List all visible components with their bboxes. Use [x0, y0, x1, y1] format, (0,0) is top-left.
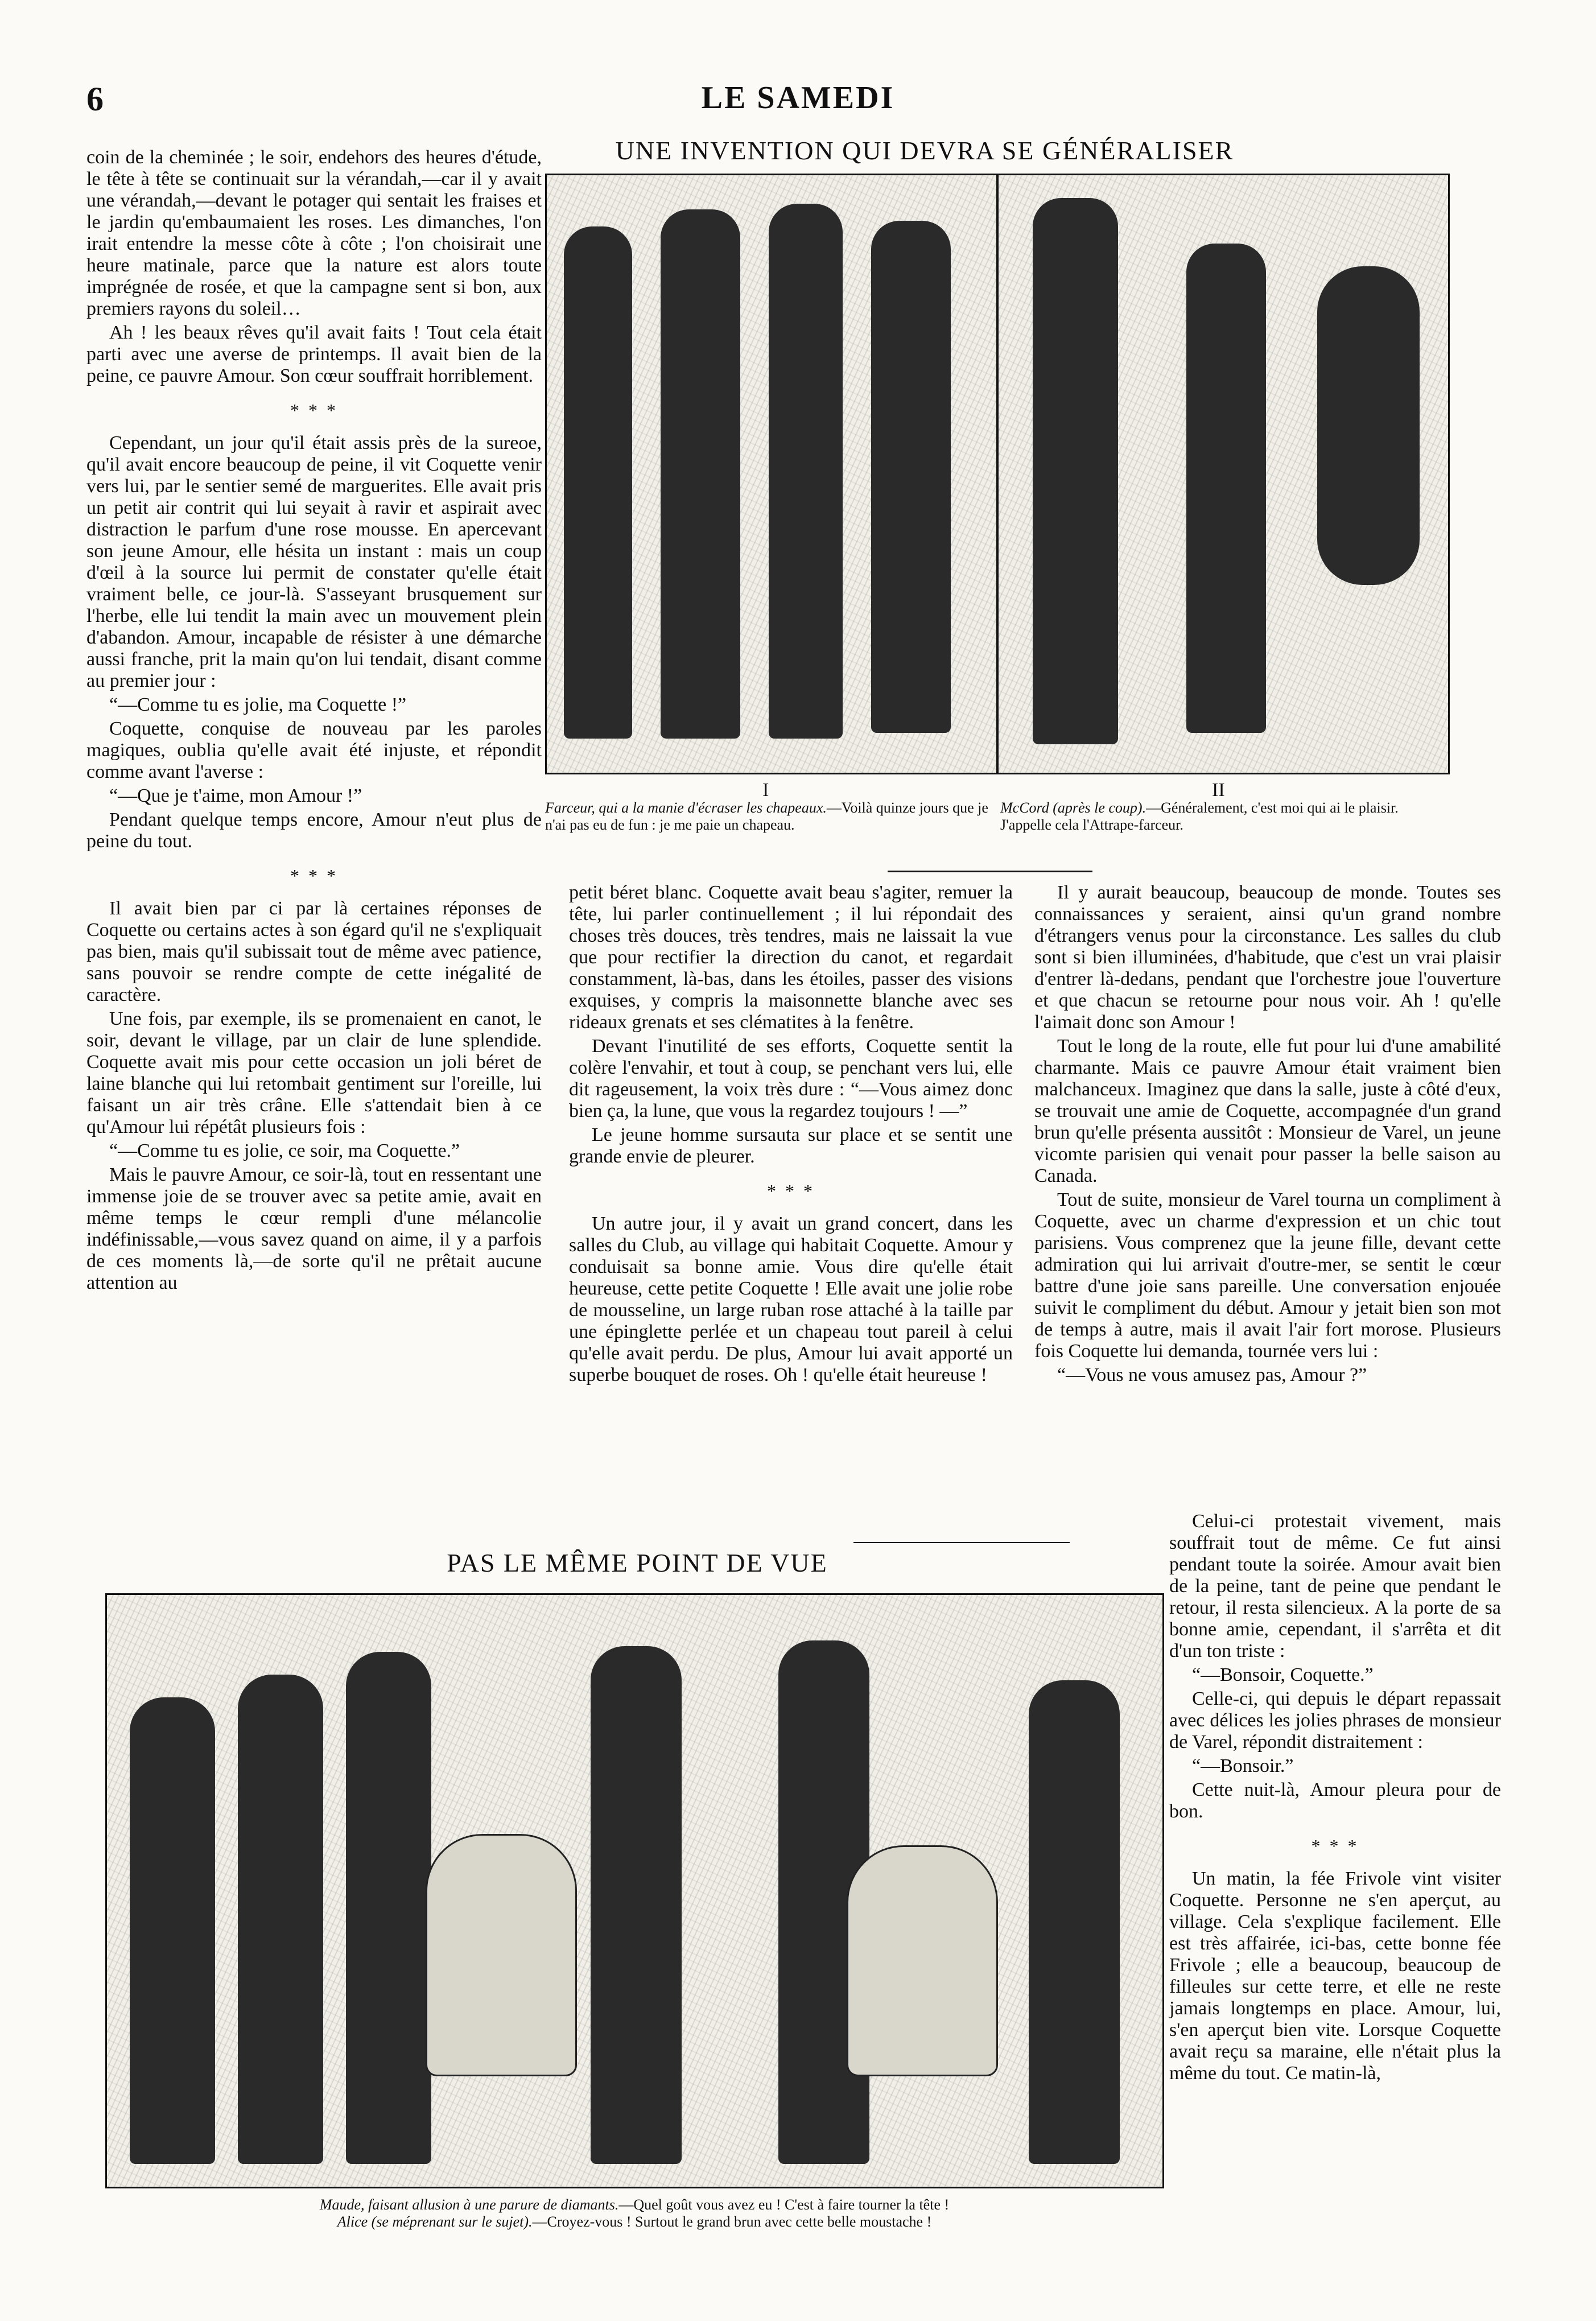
- paragraph: Pendant quelque temps encore, Amour n'eut plus de peine du tout.: [86, 809, 542, 852]
- panel-2-caption-text: —Généralement, c'est moi qui ai le plaisir. J'appelle cela l'Attrape-farceur.: [1000, 799, 1399, 833]
- illustration-bottom-caption: [105, 2196, 1164, 2231]
- paragraph: coin de la cheminée ; le soir, endehors des heures d'étude, le tête à tête se continuait sur la vérandah,—car il y avait une vérandah,—devant le potager qui sentait les fraises et le jardin qu'embaumaient les roses. Les dimanches, l'on irait entendre la messe côte à côte ; l'on choisirait une heure matinale, parce que la nature est alors toute imprégnée de rosée, et que la campagne sent si bon, aux premiers rayons du soleil…: [86, 147, 542, 319]
- panel-2-caption-speaker: McCord (après le coup).: [1000, 799, 1147, 816]
- paragraph: Celle-ci, qui depuis le départ repassait avec délices les jolies phrases de monsieur de Varel, répondit distraitement :: [1169, 1688, 1501, 1753]
- paragraph: “—Que je t'aime, mon Amour !”: [109, 785, 362, 806]
- paragraph: Mais le pauvre Amour, ce soir-là, tout en ressentant une immense joie de se trouver avec sa petite amie, avait en même temps le cœur rempli d'une mélancolie indéfinissable,—vous savez quand on aime, il y a parfois de ces moments là,—de sorte qu'il ne prêtait aucune attention au: [86, 1164, 542, 1293]
- paragraph: “—Comme tu es jolie, ma Coquette !”: [109, 694, 407, 715]
- panel-1-caption-text: —Voilà quinze jours que je n'ai pas eu de fun : je me paie un chapeau.: [545, 799, 988, 833]
- text-column-3: [1034, 882, 1501, 1388]
- illustration-top-panel-2: [997, 174, 1450, 774]
- figure-man-evening-dress: [591, 1646, 682, 2164]
- paragraph: Il y aurait beaucoup, beaucoup de monde. Toutes ses connaissances y seraient, ainsi qu'un grand nombre d'étrangers venus pour la circonstance. Les salles du club sont si bien illuminées, d'habitude, que c'est un vrai plaisir d'entrer là-dedans, pendant que l'orchestre joue l'ouverture et que chacun se retourne pour nous voir. Ah ! qu'elle l'aimait donc son Amour !: [1034, 882, 1501, 1033]
- paragraph: Coquette, conquise de nouveau par les paroles magiques, oublia qu'elle avait été injuste, et répondit comme avant l'averse :: [86, 718, 542, 782]
- separator-rule: [888, 871, 1092, 872]
- paragraph: “—Bonsoir, Coquette.”: [1192, 1664, 1374, 1685]
- paragraph: Cette nuit-là, Amour pleura pour de bon.: [1169, 1779, 1501, 1822]
- text-column-3-continued: [1169, 1511, 1501, 2087]
- paragraph: petit béret blanc. Coquette avait beau s'agiter, remuer la tête, lui parler continuellement ; il lui répondait des choses très douces, très tendres, mais ne laissait la vue que pour rectifier la direction du canot, et regardait constamment, là-bas, dans les étoiles, passer des visions exquises, y compris la maisonnette blanche avec ses rideaux grenats et ses clématites à la fenêtre.: [569, 882, 1013, 1033]
- panel-2-numeral: II: [1212, 780, 1225, 801]
- caption-line-2-text: —Croyez-vous ! Surtout le grand brun avec cette belle moustache !: [532, 2213, 932, 2230]
- illustration-bottom-title: PAS LE MÊME POINT DE VUE: [447, 1548, 828, 1577]
- figure-man-top-hat: [1033, 198, 1118, 744]
- page-number: 6: [86, 80, 104, 118]
- caption-line-2: [105, 2213, 1164, 2231]
- figure-man-leaping: [1317, 266, 1420, 585]
- paragraph: “—Bonsoir.”: [1192, 1755, 1294, 1776]
- caption-line-2-speaker: Alice (se méprenant sur le sujet).: [337, 2213, 533, 2230]
- panel-1-caption: [545, 799, 989, 834]
- text-column-2: [569, 882, 1013, 1388]
- caption-line-1-text: —Quel goût vous avez eu ! C'est à faire tourner la tête !: [618, 2196, 950, 2213]
- figure-man-top-hat: [564, 226, 632, 739]
- paragraph: Devant l'inutilité de ses efforts, Coquette sentit la colère l'envahir, et tout à coup, se penchant vers lui, elle dit rageusement, la voix très dure : “—Vous aimez donc bien ça, la lune, que vous la regardez toujours ! —”: [569, 1036, 1013, 1122]
- text-column-1: [86, 147, 542, 1296]
- caption-line-1: [105, 2196, 1164, 2213]
- paragraph: Celui-ci protestait vivement, mais souffrait tout de même. Ce fut ainsi pendant toute la soirée. Amour avait bien de la peine, tant de peine que pendant le retour, il resta silencieux. A la porte de sa bonne amie, cependant, il s'arrêta et dit d'un ton triste :: [1169, 1511, 1501, 1662]
- section-break-stars: * * *: [1311, 1836, 1359, 1856]
- paragraph: Il avait bien par ci par là certaines réponses de Coquette ou certains actes à son égard qu'il ne s'expliquait pas bien, mais qu'il subissait tout de même avec patience, sans pouvoir se rendre compte de cette inégalité de caractère.: [86, 898, 542, 1005]
- paragraph: Le jeune homme sursauta sur place et se sentit une grande envie de pleurer.: [569, 1124, 1013, 1167]
- section-break-stars: * * *: [290, 865, 338, 886]
- paragraph: “—Comme tu es jolie, ce soir, ma Coquette.”: [109, 1140, 460, 1161]
- panel-2-caption: [1000, 799, 1450, 834]
- paragraph: Un autre jour, il y avait un grand concert, dans les salles du Club, au village qui habitait Coquette. Amour y conduisait sa bonne amie. Vous dire qu'elle était heureuse, cette petite Coquette ! Elle avait une jolie robe de mousseline, un large ruban rose attaché à la taille par une épinglette perlée et un chapeau tout pareil à celui qu'elle avait perdu. De plus, Amour lui avait apporté un superbe bouquet de roses. Oh ! qu'elle était heureuse !: [569, 1213, 1013, 1386]
- figure-woman-seated: [847, 1845, 998, 2076]
- paragraph: Un matin, la fée Frivole vint visiter Coquette. Personne ne s'en aperçut, au village. Cela s'explique facilement. Elle est très affairée, ici-bas, cette bonne fée Frivole ; elle a beaucoup, beaucoup de filleules sur cette terre, et elle ne reste jamais longtemps en place. Amour, lui, s'en aperçut bien vite. Lorsque Coquette avait reçu sa maraine, elle n'était plus la même du tout. Ce matin-là,: [1169, 1868, 1501, 2084]
- illustration-top-title: UNE INVENTION QUI DEVRA SE GÉNÉRALISER: [615, 136, 1234, 165]
- panel-1-numeral: I: [762, 780, 769, 801]
- figure-man-evening-dress: [238, 1675, 323, 2164]
- paragraph: Tout de suite, monsieur de Varel tourna un compliment à Coquette, avec un charme d'expression et un chic tout parisiens. Vous comprenez que la jeune fille, devant cette admiration qui lui arrivait d'outre-mer, se sentit le cœur battre d'une joie sans pareille. Une conversation enjouée suivit le compliment du début. Amour y jetait bien son mot de temps à autre, mais il avait l'air fort morose. Plusieurs fois Coquette lui demanda, tournée vers lui :: [1034, 1189, 1501, 1362]
- paragraph: “—Vous ne vous amusez pas, Amour ?”: [1057, 1364, 1367, 1386]
- paragraph: Ah ! les beaux rêves qu'il avait faits ! Tout cela était parti avec une averse de printemps. Il avait bien de la peine, ce pauvre Amour. Son cœur souffrait horriblement.: [86, 322, 542, 386]
- figure-man-bowler: [871, 221, 951, 733]
- separator-rule: [853, 1542, 1070, 1543]
- figure-man-evening-dress: [346, 1652, 431, 2164]
- panel-1-caption-speaker: Farceur, qui a la manie d'écraser les chapeaux.: [545, 799, 827, 816]
- illustration-bottom-scene: [105, 1593, 1164, 2188]
- caption-line-1-speaker: Maude, faisant allusion à une parure de diamants.: [319, 2196, 619, 2213]
- figure-man-bowler: [769, 204, 843, 739]
- figure-man-evening-dress: [1029, 1680, 1120, 2164]
- figure-man-bowler: [1186, 244, 1266, 733]
- section-break-stars: * * *: [290, 400, 338, 420]
- paragraph: Cependant, un jour qu'il était assis près de la sureoe, qu'il avait encore beaucoup de peine, il vit Coquette venir vers lui, par le sentier semé de marguerites. Elle avait pris un petit air contrit qui lui seyait à ravir et aspirait avec distraction le parfum d'une rose mousse. En apercevant son jeune Amour, elle hésita un instant : mais un coup d'œil à la source lui permit de constater qu'elle était vraiment belle, ce jour-là. S'asseyant brusquement sur l'herbe, elle lui tendit la main avec un mouvement plein d'abandon. Amour, incapable de résister à une démarche aussi franche, prit la main qu'on lui tendait, disant comme au premier jour :: [86, 432, 542, 691]
- figure-woman-seated: [426, 1834, 577, 2076]
- masthead-title: LE SAMEDI: [701, 80, 895, 116]
- figure-man-evening-dress: [130, 1697, 215, 2164]
- paragraph: Une fois, par exemple, ils se promenaient en canot, le soir, devant le village, par un clair de lune splendide. Coquette avait mis pour cette occasion un joli béret de laine blanche qui lui retombait gentiment sur l'oreille, lui faisant un air très crâne. Elle s'attendait bien à ce qu'Amour lui répétât plusieurs fois :: [86, 1008, 542, 1137]
- illustration-top-panel-1: [545, 174, 998, 774]
- section-break-stars: * * *: [767, 1181, 815, 1201]
- figure-man-top-hat: [661, 209, 740, 739]
- paragraph: Tout le long de la route, elle fut pour lui d'une amabilité charmante. Mais ce pauvre Amour était vraiment bien malchanceux. Imaginez que dans la salle, juste à côté d'eux, se trouvait une amie de Coquette, accompagnée d'un grand brun qu'elle présenta aussitôt : Monsieur de Varel, un jeune vicomte parisien qui venait pour passer la belle saison au Canada.: [1034, 1036, 1501, 1186]
